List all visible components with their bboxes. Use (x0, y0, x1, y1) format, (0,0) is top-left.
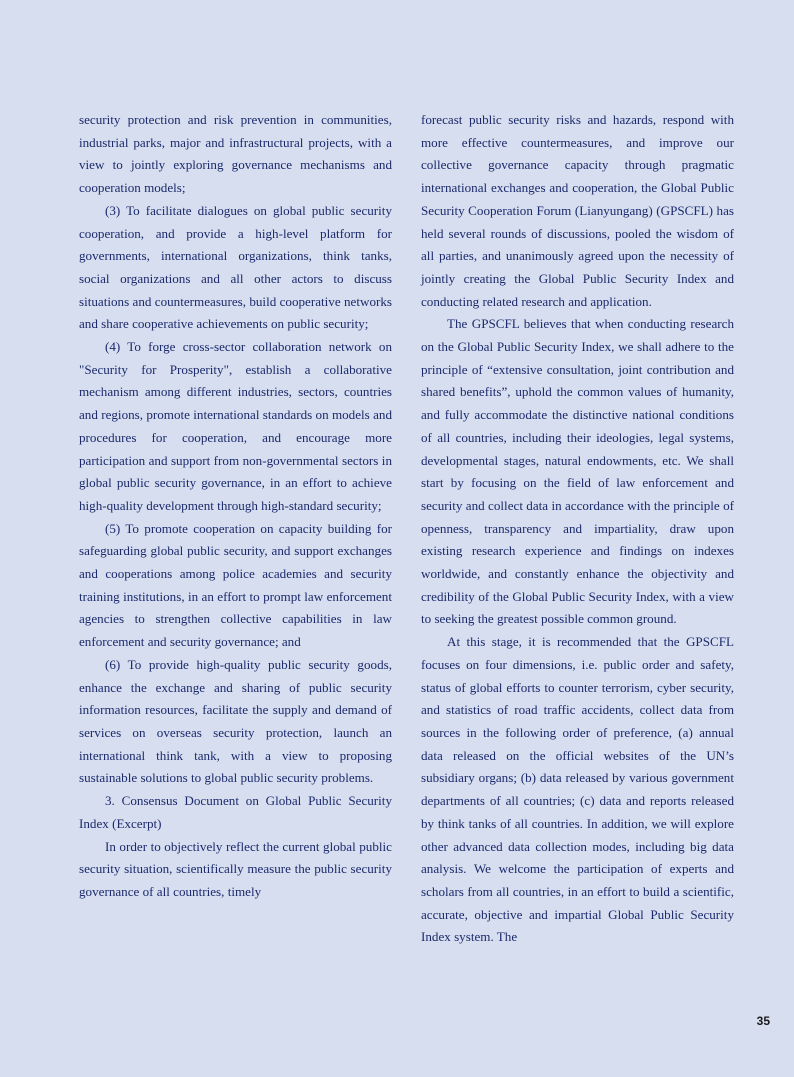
paragraph-dimensions: At this stage, it is recommended that the GPSCFL focuses on four dimensions, i.e. public order and safety, status of global efforts to counter terrorism, cyber security, and statistics of road traffic accidents, collect data from sources in the following order of preference, (a) annual data released on the official websites of the UN’s subsidiary organs; (b) data released by various government departments of all countries; (c) data and reports released by think tanks of all countries. In addition, we will explore other advanced data collection modes, including big data analysis. We welcome the participation of experts and scholars from all countries, in an effort to build a scientific, accurate, objective and impartial Global Public Security Index system. The (421, 634, 734, 945)
paragraph-principles: The GPSCFL believes that when conducting research on the Global Public Security Index, we shall adhere to the principle of “extensive consultation, joint contribution and shared benefits”, uphold the common values of humanity, and fully accommodate the distinctive national conditions of all countries, including their ideologies, legal systems, developmental stages, natural endowments, etc. We shall start by focusing on the field of law enforcement and security and collect data in accordance with the principle of openness, transparency and impartiality, draw upon existing research experience and findings on indexes worldwide, and constantly enhance the objectivity and credibility of the Global Public Security Index, with a view to seeking the greatest possible common ground. (421, 316, 734, 627)
right-column (421, 109, 734, 949)
paragraph-continuation: security protection and risk prevention in communities, industrial parks, major and infrastructural projects, with a view to jointly exploring governance mechanisms and cooperation models; (79, 112, 392, 196)
page-number: 35 (756, 1014, 770, 1028)
paragraph-continuation: forecast public security risks and hazards, respond with more effective countermeasures, and improve our collective governance capacity through pragmatic international exchanges and cooperation, the Global Public Security Cooperation Forum (Lianyungang) (GPSCFL) has held several rounds of discussions, pooled the wisdom of all parties, and unanimously agreed upon the necessity of jointly creating the Global Public Security Index and conducting related research and application. (421, 112, 734, 309)
paragraph-item-4: (4) To forge cross-sector collaboration network on "Security for Prosperity", establish a collaborative mechanism among different industries, sectors, countries and regions, promote international standards on models and procedures for cooperation, and encourage more participation and support from non-governmental sectors in global public security governance, in an effort to achieve high-quality development through high-standard security; (79, 339, 392, 513)
left-column (79, 109, 392, 904)
paragraph-item-3: (3) To facilitate dialogues on global public security cooperation, and provide a high-level platform for governments, international organizations, think tanks, social organizations and all other actors to discuss situations and countermeasures, build cooperative networks and share cooperative achievements on public security; (79, 202, 392, 332)
paragraph-item-6: (6) To provide high-quality public security goods, enhance the exchange and sharing of public security information resources, facilitate the supply and demand of services on overseas security protection, launch an international think tank, with a view to proposing sustainable solutions to global public security problems. (79, 656, 392, 786)
paragraph-item-5: (5) To promote cooperation on capacity building for safeguarding global public security, and support exchanges and cooperations among police academies and security training institutions, in an effort to prompt law enforcement agencies to strengthen collective capabilities in law enforcement and security governance; and (79, 520, 392, 650)
section-heading: 3. Consensus Document on Global Public Security Index (Excerpt) (79, 793, 392, 831)
paragraph-intro: In order to objectively reflect the current global public security situation, scientifically measure the public security governance of all countries, timely (79, 838, 392, 899)
